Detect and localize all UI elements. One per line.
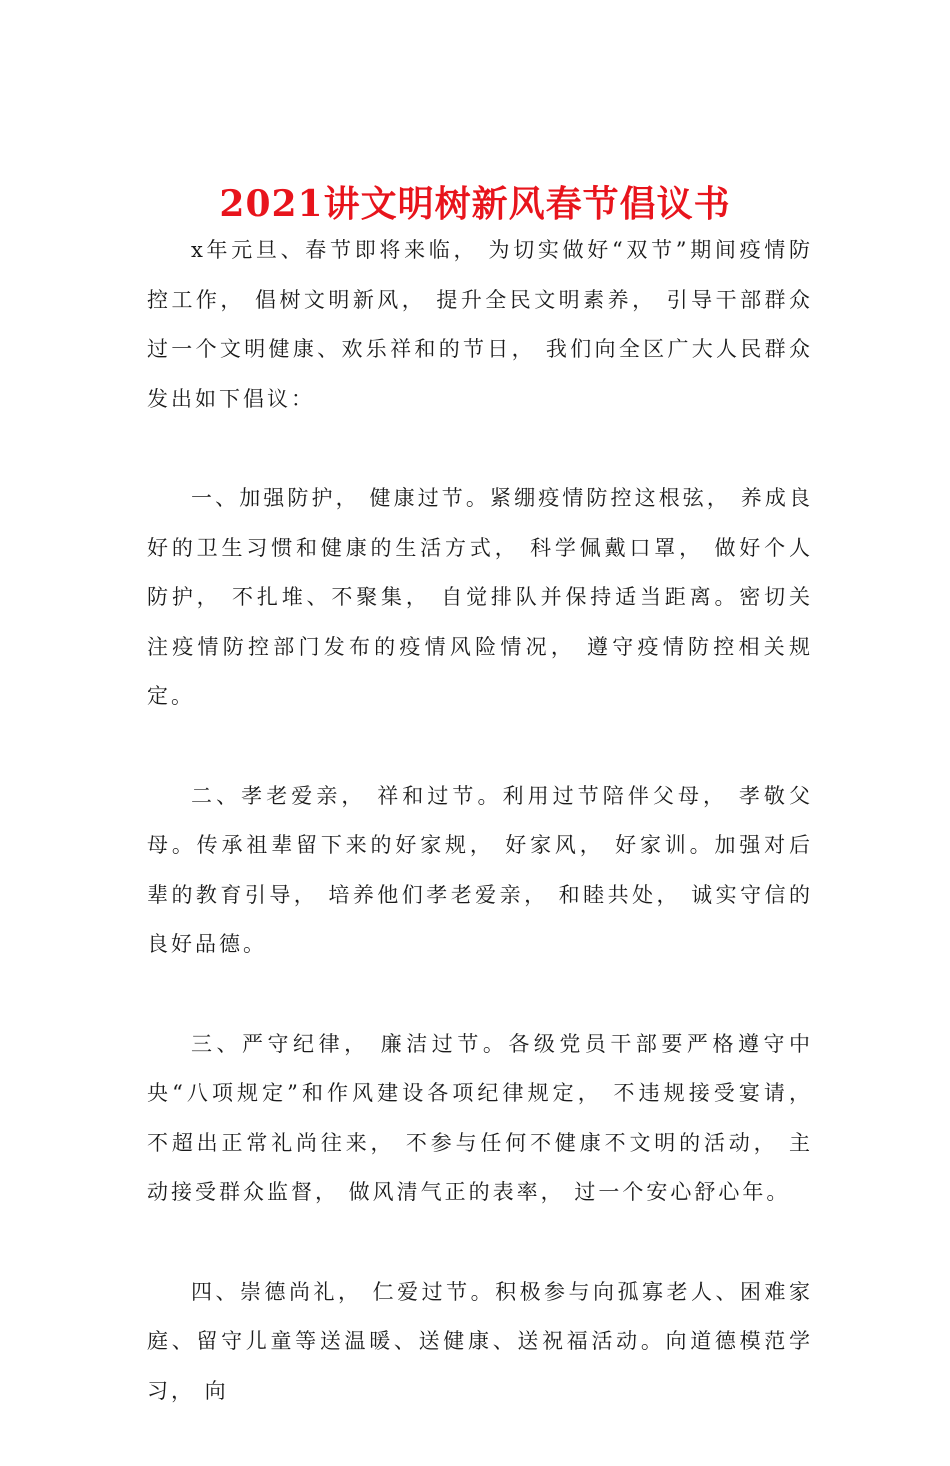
paragraph-virtue: 四、崇德尚礼， 仁爱过节。积极参与向孤寡老人、困难家庭、留守儿童等送温暖、送健康、送祝福活动。向道德模范学习， 向 [147, 1279, 813, 1403]
paragraph-protection: 一、加强防护， 健康过节。紧绷疫情防控这根弦， 养成良好的卫生习惯和健康的生活方式， 科学佩戴口罩， 做好个人防护， 不扎堆、不聚集， 自觉排队并保持适当距离。密切关注疫情防控部门发布的疫情风险情况， 遵守疫情防控相关规定。 [147, 486, 813, 708]
document-title: 2021讲文明树新风春节倡议书 [219, 183, 731, 226]
paragraph-family: 二、孝老爱亲， 祥和过节。利用过节陪伴父母， 孝敬父母。传承祖辈留下来的好家规， 好家风， 好家训。加强对后辈的教育引导， 培养他们孝老爱亲， 和睦共处， 诚实守信的良好品德。 [147, 783, 813, 956]
document-body [147, 226, 813, 1466]
paragraph-discipline: 三、严守纪律， 廉洁过节。各级党员干部要严格遵守中央“八项规定”和作风建设各项纪律规定， 不违规接受宴请， 不超出正常礼尚往来， 不参与任何不健康不文明的活动， 主动接受群众监督， 做风清气正的表率， 过一个安心舒心年。 [147, 1031, 813, 1204]
paragraph-intro: x年元旦、春节即将来临， 为切实做好“双节”期间疫情防控工作， 倡树文明新风， 提升全民文明素养， 引导干部群众过一个文明健康、欢乐祥和的节日， 我们向全区广大人民群众发出如下倡议： [147, 238, 813, 411]
